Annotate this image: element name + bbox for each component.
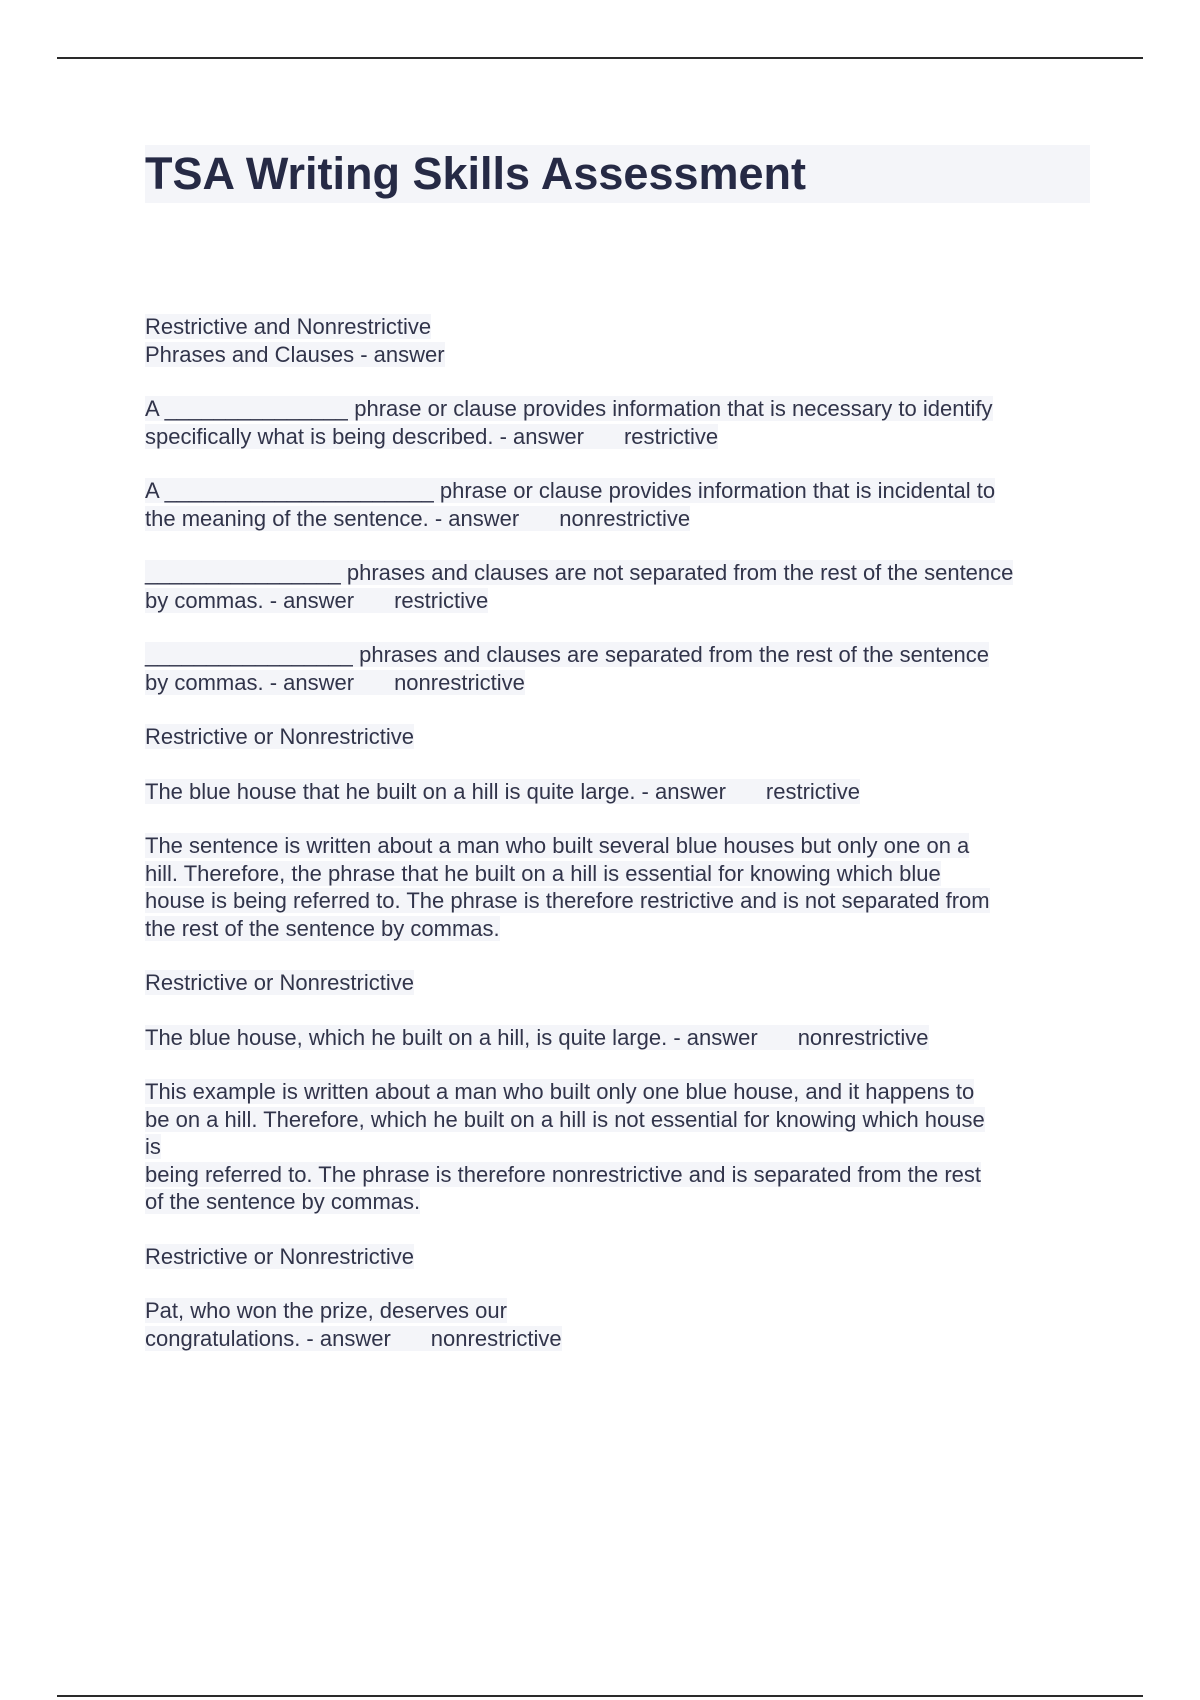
question-item — [145, 1297, 1090, 1352]
fill-in-blank: A ______________________ — [145, 478, 434, 503]
text-line: house is being referred to. The phrase is therefore restrictive and is not separated from — [145, 888, 990, 913]
text-line: phrase or clause provides information that is incidental to — [433, 478, 996, 503]
answer-text: nonrestrictive — [354, 670, 525, 695]
text-line: Restrictive or Nonrestrictive — [145, 724, 414, 749]
text-line: specifically what is being described. - answer — [145, 423, 584, 449]
text-line: by commas. - answer — [145, 669, 355, 695]
text-line: hill. Therefore, the phrase that he built on a hill is essential for knowing which blue — [145, 860, 941, 886]
answer-text: nonrestrictive — [758, 1025, 929, 1050]
top-rule — [57, 57, 1143, 59]
text-line: Restrictive and Nonrestrictive — [145, 314, 432, 339]
text-line: Pat, who won the prize, deserves our — [145, 1298, 507, 1323]
answer-text: nonrestrictive — [519, 506, 690, 531]
text-line: the meaning of the sentence. - answer — [145, 505, 520, 531]
question-item — [145, 778, 1090, 806]
question-item — [145, 1024, 1090, 1052]
text-line: being referred to. The phrase is therefore nonrestrictive and is separated from the rest — [145, 1161, 982, 1187]
fill-in-blank: ________________ — [145, 560, 341, 585]
text-line: the rest of the sentence by commas. — [145, 915, 500, 941]
text-line: Phrases and Clauses - answer — [145, 341, 445, 367]
explanation-paragraph — [145, 1078, 1090, 1216]
section-heading — [145, 313, 1090, 368]
text-line: phrase or clause provides information that is necessary to identify — [348, 396, 993, 421]
answer-text: restrictive — [584, 424, 718, 449]
answer-text: restrictive — [354, 588, 488, 613]
text-line: Restrictive or Nonrestrictive — [145, 1243, 414, 1269]
question-item — [145, 395, 1090, 450]
explanation-paragraph — [145, 832, 1090, 942]
text-line: phrases and clauses are separated from the rest of the sentence — [353, 642, 989, 667]
section-heading — [145, 1243, 1090, 1271]
question-item — [145, 477, 1090, 532]
answer-text: nonrestrictive — [391, 1326, 562, 1351]
document-body — [145, 313, 1090, 1379]
bottom-rule — [57, 1695, 1143, 1697]
question-item — [145, 559, 1090, 614]
text-line: is — [145, 1134, 161, 1159]
fill-in-blank: _________________ — [145, 642, 354, 667]
text-line: be on a hill. Therefore, which he built on a hill is not essential for knowing which house — [145, 1106, 985, 1132]
text-line: Restrictive or Nonrestrictive — [145, 970, 414, 995]
text-line: congratulations. - answer — [145, 1325, 391, 1351]
question-item — [145, 641, 1090, 696]
text-line: of the sentence by commas. — [145, 1189, 421, 1214]
answer-text: restrictive — [726, 779, 860, 804]
document-title: TSA Writing Skills Assessment — [145, 148, 807, 199]
section-heading — [145, 723, 1090, 751]
section-heading — [145, 969, 1090, 997]
text-line: This example is written about a man who built only one blue house, and it happens to — [145, 1079, 975, 1104]
text-line: The blue house, which he built on a hill, is quite large. - answer — [145, 1024, 758, 1050]
text-line: phrases and clauses are not separated from the rest of the sentence — [340, 560, 1014, 585]
text-line: The sentence is written about a man who built several blue houses but only one on a — [145, 833, 970, 858]
text-line: The blue house that he built on a hill is quite large. - answer — [145, 778, 726, 804]
fill-in-blank: A _______________ — [145, 396, 349, 421]
text-line: by commas. - answer — [145, 587, 355, 613]
